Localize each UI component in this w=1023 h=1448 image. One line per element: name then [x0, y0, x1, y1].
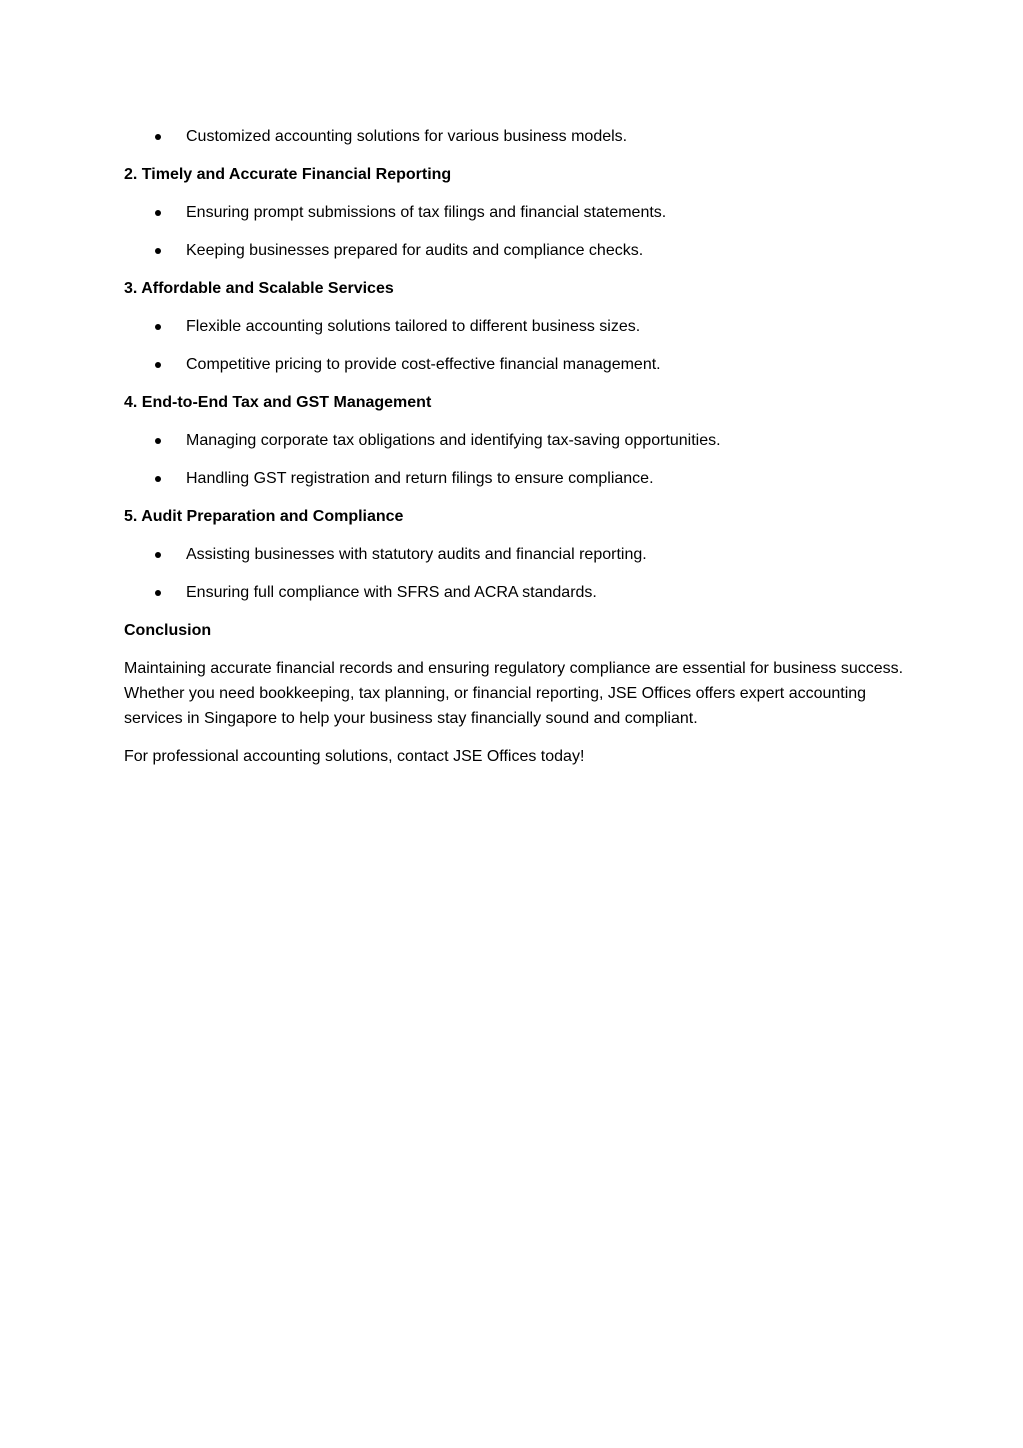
section-heading: 5. Audit Preparation and Compliance — [124, 508, 404, 525]
list-item-text: Keeping businesses prepared for audits and compliance checks. — [186, 242, 644, 259]
list-item-text: Ensuring prompt submissions of tax filings and financial statements. — [186, 204, 667, 221]
list-item — [124, 124, 904, 149]
list-item-text: Competitive pricing to provide cost-effective financial management. — [186, 356, 661, 373]
list-item-text: Ensuring full compliance with SFRS and ACRA standards. — [186, 584, 597, 601]
conclusion-paragraph: Maintaining accurate financial records and ensuring regulatory compliance are essential for business success. Whether you need bookkeeping, tax planning, or financial reporting, JSE Offices offers expert accounting services in Singapore to help your business stay financially sound and compliant. — [124, 660, 904, 727]
bullet-icon — [155, 324, 161, 330]
list-item-text: Assisting businesses with statutory audits and financial reporting. — [186, 546, 647, 563]
section-heading: 3. Affordable and Scalable Services — [124, 280, 394, 297]
list-item — [124, 352, 904, 377]
list-item — [124, 200, 904, 225]
bullet-icon — [155, 552, 161, 558]
conclusion-heading: Conclusion — [124, 622, 212, 639]
list-item — [124, 542, 904, 567]
list-item-text: Customized accounting solutions for various business models. — [186, 128, 628, 145]
bullet-icon — [155, 134, 161, 140]
list-item-text: Managing corporate tax obligations and identifying tax-saving opportunities. — [186, 432, 721, 449]
bullet-icon — [155, 248, 161, 254]
section-heading: 4. End-to-End Tax and GST Management — [124, 394, 432, 411]
bullet-icon — [155, 438, 161, 444]
list-item-text: Flexible accounting solutions tailored to different business sizes. — [186, 318, 641, 335]
bullet-icon — [155, 476, 161, 482]
section-heading: 2. Timely and Accurate Financial Reporting — [124, 166, 452, 183]
list-item — [124, 314, 904, 339]
bullet-icon — [155, 590, 161, 596]
bullet-icon — [155, 210, 161, 216]
bullet-icon — [155, 362, 161, 368]
list-item — [124, 428, 904, 453]
list-item — [124, 238, 904, 263]
list-item-text: Handling GST registration and return filings to ensure compliance. — [186, 470, 654, 487]
list-item — [124, 466, 904, 491]
closing-paragraph: For professional accounting solutions, contact JSE Offices today! — [124, 748, 585, 765]
document-body — [124, 124, 904, 782]
list-item — [124, 580, 904, 605]
